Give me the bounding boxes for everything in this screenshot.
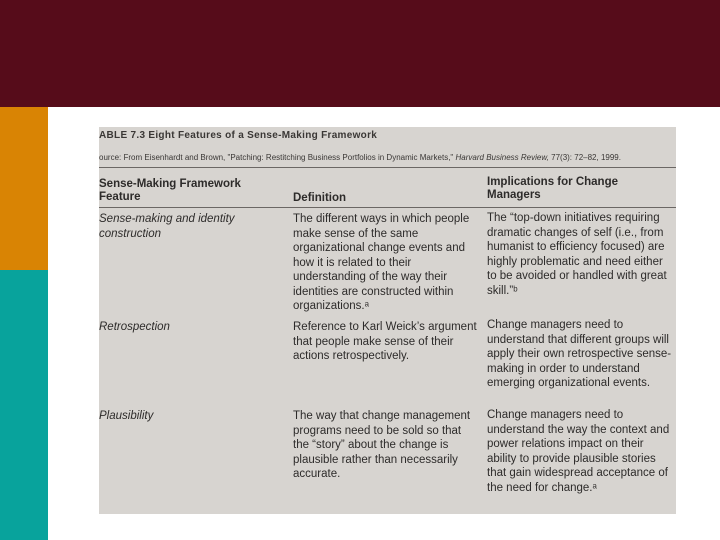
- source-journal: Harvard Business Review,: [455, 153, 549, 162]
- scanned-table-image: [99, 127, 676, 514]
- header-definition: Definition: [293, 192, 347, 204]
- table-caption: ABLE 7.3 Eight Features of a Sense-Making Framework: [99, 130, 378, 141]
- source-citation: 77(3): 72–82, 1999.: [551, 153, 621, 162]
- header-rule: [99, 207, 676, 208]
- row-2-implications: Change managers need to understand that different groups will apply their own retrospective sense-making in order to understand emerging organizational events.: [487, 319, 672, 389]
- side-accent-teal: [0, 270, 48, 540]
- table-top-rule: [99, 167, 676, 168]
- row-1-implications: The “top-down initiatives requiring dramatic changes of self (i.e., from humanist to efficiency focused) are highly problematic and need either to be avoided or handled with great skill.”ᵇ: [487, 212, 667, 297]
- side-accent-orange: [0, 107, 48, 270]
- row-3-implications: Change managers need to understand the way the context and power relations impact on their ability to provide plausible stories that gain widespread acceptance of the need for change.ᵃ: [487, 409, 670, 494]
- row-2-definition: Reference to Karl Weick’s argument that people make sense of their actions retrospectively.: [293, 321, 477, 362]
- row-1-definition: The different ways in which people make sense of the same organizational change events and how it is related to their understanding of the way their identities are constructed within organizations.ᵃ: [293, 213, 470, 312]
- header-implications: Implications for Change Managers: [487, 176, 618, 201]
- table-source: [99, 153, 621, 162]
- title-band: [0, 0, 720, 107]
- row-2-feature: Retrospection: [99, 321, 170, 333]
- row-3-feature: Plausibility: [99, 410, 154, 422]
- source-text: ource: From Eisenhardt and Brown, "Patching: Restitching Business Portfolios in Dynamic Markets,": [99, 153, 454, 162]
- row-3-definition: The way that change management programs need to be sold so that the “story” about the change is plausible rather than necessarily accurate.: [293, 410, 471, 480]
- header-feature: Sense-Making Framework Feature: [99, 178, 241, 203]
- row-1-feature: Sense-making and identity construction: [99, 213, 235, 240]
